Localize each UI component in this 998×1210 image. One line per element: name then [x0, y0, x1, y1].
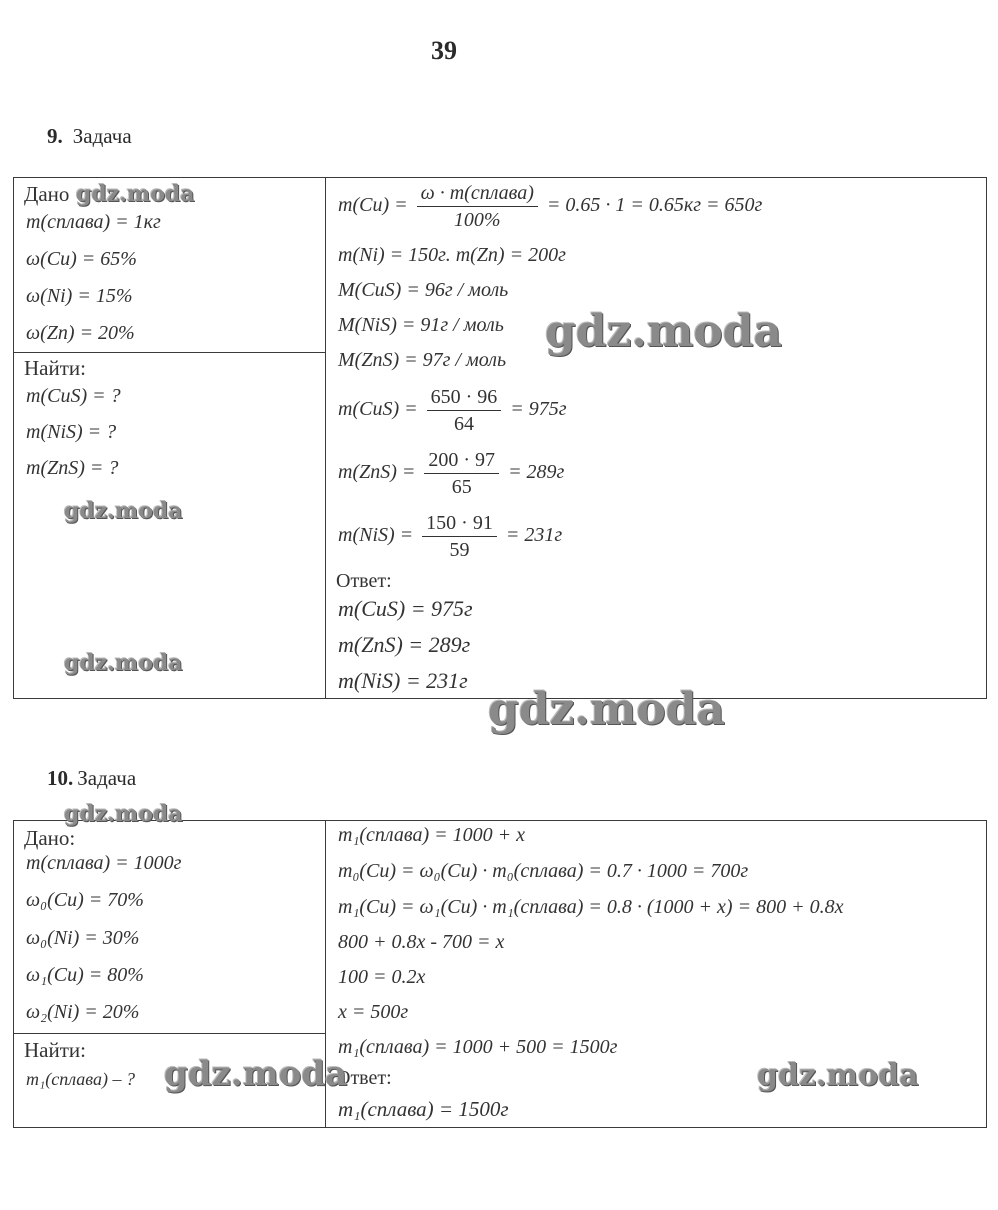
- task9-solution-step-8: [338, 510, 562, 563]
- task9-find-3: m(ZnS) = ?: [26, 457, 119, 479]
- task10-heading: [47, 766, 136, 791]
- watermark: gdz.moda: [545, 306, 783, 357]
- step1-denominator: 100%: [453, 209, 501, 231]
- watermark: gdz.moda: [757, 1058, 919, 1093]
- step6-denominator: 64: [453, 413, 474, 435]
- task9-given-3: ω(Ni) = 15%: [26, 285, 133, 307]
- task10-given-label: Дано:: [24, 826, 76, 850]
- step1-numerator: ω · m(сплава): [417, 180, 538, 207]
- task9-solution-step-5: M(ZnS) = 97г / моль: [338, 349, 507, 371]
- watermark: gdz.moda: [488, 684, 726, 735]
- task10-title: Задача: [77, 766, 137, 790]
- step8-denominator: 59: [449, 539, 470, 561]
- task9-given-label: Дано: [24, 182, 70, 206]
- task9-row-divider: [14, 352, 325, 353]
- task9-answer-1: m(CuS) = 975г: [338, 596, 473, 621]
- task10-answer: m₁(сплава) = 1500г: [338, 1097, 509, 1121]
- watermark: gdz.moda: [76, 181, 195, 207]
- step6-lhs: m(CuS) =: [338, 398, 418, 421]
- task9-find-label: Найти:: [24, 356, 86, 380]
- task9-table: [13, 177, 987, 699]
- task9-answer-label: Ответ:: [336, 570, 392, 592]
- watermark: gdz.moda: [64, 498, 183, 524]
- task10-solution-step-1: m₁(сплава) = 1000 + x: [338, 824, 525, 846]
- step8-lhs: m(NiS) =: [338, 524, 414, 547]
- task10-row-divider: [14, 1033, 325, 1034]
- task9-solution-step-7: [338, 447, 564, 500]
- watermark: gdz.moda: [64, 650, 183, 676]
- step1-rhs: = 0.65 · 1 = 0.65кг = 650г: [546, 194, 763, 217]
- task9-find-2: m(NiS) = ?: [26, 421, 117, 443]
- task9-title: Задача: [72, 124, 132, 148]
- task9-given-2: ω(Cu) = 65%: [26, 248, 137, 270]
- task9-answer-3: m(NiS) = 231г: [338, 668, 468, 693]
- step7-numerator: 200 · 97: [424, 447, 499, 474]
- task10-solution-step-5: 100 = 0.2x: [338, 966, 426, 988]
- watermark: gdz.moda: [64, 801, 183, 827]
- task9-given-1: m(сплава) = 1кг: [26, 211, 161, 233]
- task9-solution-step-3: M(CuS) = 96г / моль: [338, 279, 509, 301]
- task10-number: 10.: [47, 766, 74, 790]
- task9-solution-step-1: [338, 180, 762, 233]
- watermark: gdz.moda: [164, 1054, 348, 1094]
- step7-rhs: = 289г: [508, 461, 565, 484]
- task10-given-2: ω₀(Cu) = 70%: [26, 889, 144, 911]
- step6-numerator: 650 · 96: [427, 384, 502, 411]
- step6-rhs: = 975г: [510, 398, 567, 421]
- task9-find-1: m(CuS) = ?: [26, 385, 121, 407]
- task10-solution-step-2: m₀(Cu) = ω₀(Cu) · m₀(сплава) = 0.7 · 1000 = 700г: [338, 860, 749, 882]
- task9-solution-step-6: [338, 384, 567, 437]
- task10-solution-step-7: m₁(сплава) = 1000 + 500 = 1500г: [338, 1036, 618, 1058]
- step6-fraction: [427, 384, 502, 437]
- task9-answer-2: m(ZnS) = 289г: [338, 632, 471, 657]
- task9-given-4: ω(Zn) = 20%: [26, 322, 135, 344]
- task10-answer-label: Ответ:: [336, 1067, 392, 1089]
- task10-given-4: ω₁(Cu) = 80%: [26, 964, 144, 986]
- step1-fraction: [417, 180, 538, 233]
- step8-fraction: [422, 510, 497, 563]
- task10-find-1: m₁(сплава) – ?: [26, 1069, 135, 1089]
- task10-solution-step-4: 800 + 0.8x - 700 = x: [338, 931, 505, 953]
- step7-fraction: [424, 447, 499, 500]
- step1-lhs: m(Cu) =: [338, 194, 408, 217]
- task10-solution-step-3: m₁(Cu) = ω₁(Cu) · m₁(сплава) = 0.8 · (1000 + x) = 800 + 0.8x: [338, 896, 844, 918]
- task10-find-label: Найти:: [24, 1038, 86, 1062]
- task10-given-3: ω₀(Ni) = 30%: [26, 927, 140, 949]
- task9-column-divider: [325, 178, 326, 698]
- task9-solution-step-2: m(Ni) = 150г. m(Zn) = 200г: [338, 244, 566, 266]
- step7-lhs: m(ZnS) =: [338, 461, 416, 484]
- step7-denominator: 65: [451, 476, 472, 498]
- task10-given-1: m(сплава) = 1000г: [26, 852, 182, 874]
- task9-heading: [47, 124, 132, 149]
- task10-given-5: ω₂(Ni) = 20%: [26, 1001, 140, 1023]
- task9-solution-step-4: M(NiS) = 91г / моль: [338, 314, 504, 336]
- page-number: 39: [431, 36, 457, 65]
- task9-number: 9.: [47, 124, 63, 148]
- task10-solution-step-6: x = 500г: [338, 1001, 409, 1023]
- step8-rhs: = 231г: [505, 524, 563, 547]
- step8-numerator: 150 · 91: [422, 510, 497, 537]
